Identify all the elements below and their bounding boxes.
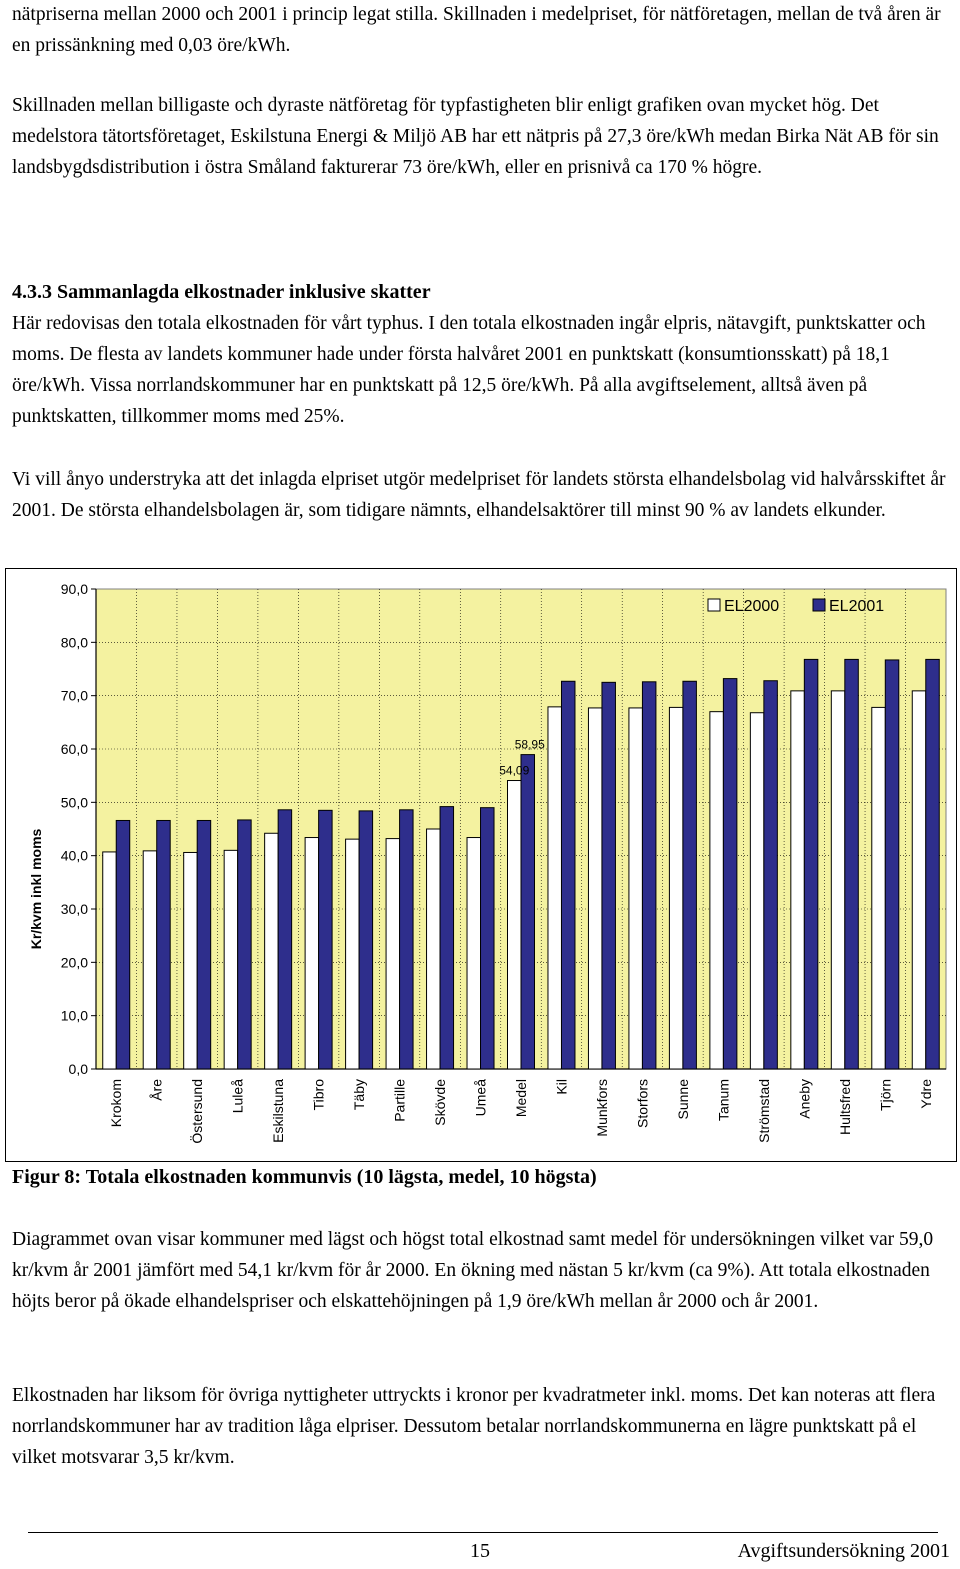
y-tick-label: 50,0 [60,794,88,811]
bar-el2001-tibro [319,810,333,1069]
bar-el2001-skövde [440,807,454,1069]
bar-el2000-aneby [791,691,805,1069]
bar-el2000-ydre [912,691,926,1069]
bar-el2000-umeå [467,838,481,1069]
y-tick-label: 60,0 [60,741,88,757]
bar-el2000-sunne [669,707,683,1069]
bar-el2000-tanum [710,712,724,1069]
paragraph-cost-expression: Elkostnaden har liksom för övriga nyttigheter uttryckts i kronor per kvadratmeter inkl. moms. Det kan noteras att flera norrlandskommuner har av tradition låga elpriser. Dessutom betalar norrlandskommunerna en lägre punktskatt på el vilket motsvarar 3,5 kr/kvm. [12,1385,936,1468]
y-tick-label: 70,0 [60,687,88,704]
bar-el2001-medel [521,755,535,1069]
bar-chart-svg [6,569,956,1161]
bar-el2000-storfors [629,708,643,1069]
bar-el2000-munkfors [588,708,602,1069]
y-tick-label: 30,0 [60,901,88,917]
paragraph-price-difference: Skillnaden mellan billigaste och dyraste nätföretag för typfastigheten blir enligt grafiken ovan mycket hög. Det medelstora tätortsföretaget, Eskilstuna Energi & Miljö AB har ett nätpris på 27,3 öre/kWh medan Birka Nät AB för sin landsbygdsdistribution i östra Småland fakturerar 73 öre/kWh, eller en prisnivå ca 170 % högre. [12,95,939,178]
bar-el2001-strömstad [764,681,778,1069]
bar-el2001-krokom [116,820,130,1069]
x-tick-label: Tjörn [877,1079,894,1111]
x-tick-label: Luleå [229,1079,246,1114]
bar-el2001-åre [157,820,171,1069]
bar-el2001-ydre [926,659,940,1069]
bar-el2000-tjörn [872,707,886,1069]
y-tick-label: 0,0 [68,1061,88,1077]
bar-el2001-täby [359,811,373,1069]
paragraph-electricity-price: Vi vill ånyo understryka att det inlagda elpriset utgör medelpriset för landets största elhandelsbolag vid halvårsskiftet år 2001. De största elhandelsbolagen är, som tidigare nämnts, elhandelsaktörer till minst 90 % av landets elkunder. [12,469,946,521]
x-tick-label: Partille [391,1079,408,1122]
y-tick-label: 90,0 [60,581,88,597]
bar-el2001-luleå [238,820,252,1069]
bar-el2000-strömstad [750,713,764,1069]
x-tick-label: Täby [351,1079,368,1111]
x-tick-label: Östersund [189,1079,206,1144]
bar-el2000-skövde [427,829,441,1069]
bar-el2000-östersund [184,852,198,1069]
x-tick-label: Aneby [796,1079,813,1119]
bar-el2000-luleå [224,850,238,1069]
x-tick-label: Skövde [432,1079,449,1126]
data-label: 58,95 [514,737,545,752]
footer-divider [28,1532,938,1533]
paragraph-chart-description: Diagrammet ovan visar kommuner med lägst och högst total elkostnad samt medel för undersökningen vilket var 59,0 kr/kvm år 2001 jämfört med 54,1 kr/kvm för år 2000. En ökning med nästan 5 kr/kvm (ca 9%). Att totala elkostnaden höjts beror på ökade elhandelspriser och elskattehöjningen på 1,9 öre/kWh mellan år 2000 och år 2001. [12,1229,934,1312]
y-tick-label: 20,0 [60,954,88,971]
x-tick-label: Ydre [917,1079,934,1109]
legend-label-el2000: EL2000 [724,598,780,615]
x-tick-label: Tibro [310,1079,327,1111]
footer-title: Avgiftsundersökning 2001 [737,1540,950,1562]
data-label: 54,09 [499,763,530,778]
x-tick-label: Åre [148,1079,165,1101]
bar-el2000-krokom [103,852,117,1069]
x-tick-label: Umeå [472,1079,489,1117]
bar-el2000-hultsfred [831,691,845,1069]
bar-chart [5,568,957,1162]
bar-el2001-storfors [642,682,656,1069]
y-axis-title: Kr/kvm inkl moms [28,828,44,950]
bar-el2001-aneby [804,659,818,1069]
x-tick-label: Storfors [634,1079,651,1129]
y-tick-label: 10,0 [60,1007,88,1024]
bar-el2001-eskilstuna [278,810,292,1069]
bar-el2001-sunne [683,681,697,1069]
x-tick-label: Kil [553,1079,570,1095]
bar-el2000-tibro [305,838,319,1069]
bar-el2001-umeå [481,808,495,1069]
figure-caption: Figur 8: Totala elkostnaden kommunvis (10 lägsta, medel, 10 högsta) [12,1166,597,1188]
x-tick-label: Strömstad [755,1079,772,1143]
bar-el2001-munkfors [602,682,616,1069]
x-tick-label: Hultsfred [836,1079,853,1136]
paragraph-intro: nätpriserna mellan 2000 och 2001 i princip legat stilla. Skillnaden i medelpriset, för nätföretagen, mellan de två åren är en prissänkning med 0,03 öre/kWh. [12,4,941,56]
page-number: 15 [470,1540,490,1562]
bar-el2001-östersund [197,820,211,1069]
bar-el2000-eskilstuna [265,833,279,1069]
bar-el2001-partille [400,810,414,1069]
legend-swatch-el2001 [813,599,825,611]
legend-label-el2001: EL2001 [829,598,885,615]
x-tick-label: Tanum [715,1079,732,1122]
bar-el2001-hultsfred [845,659,859,1069]
bar-el2000-kil [548,707,562,1069]
paragraph-total-cost: Här redovisas den totala elkostnaden för vårt typhus. I den totala elkostnaden ingår elpris, nätavgift, punktskatter och moms. De flesta av landets kommuner hade under första halvåret 2001 en punktskatt (konsumtionsskatt) på 18,1 öre/kWh. Vissa norrlandskommuner har en punktskatt på 12,5 öre/kWh. På alla avgiftselement, alltså även på punktskatten, tillkommer moms med 25%. [12,313,926,427]
x-tick-label: Krokom [108,1079,125,1128]
bar-el2000-täby [346,839,360,1069]
section-heading: 4.3.3 Sammanlagda elkostnader inklusive skatter [12,281,431,303]
bar-el2001-tjörn [885,660,899,1069]
bar-el2000-åre [143,851,157,1069]
legend-swatch-el2000 [708,599,720,611]
bar-el2001-tanum [723,679,737,1069]
x-tick-label: Munkfors [593,1079,610,1137]
x-tick-label: Eskilstuna [270,1079,287,1143]
y-tick-label: 80,0 [60,634,88,651]
x-tick-label: Sunne [674,1079,691,1120]
y-tick-label: 40,0 [60,847,88,864]
bar-el2001-kil [561,681,575,1069]
bar-el2000-partille [386,839,400,1069]
x-tick-label: Medel [513,1079,529,1118]
bar-el2000-medel [508,781,522,1069]
